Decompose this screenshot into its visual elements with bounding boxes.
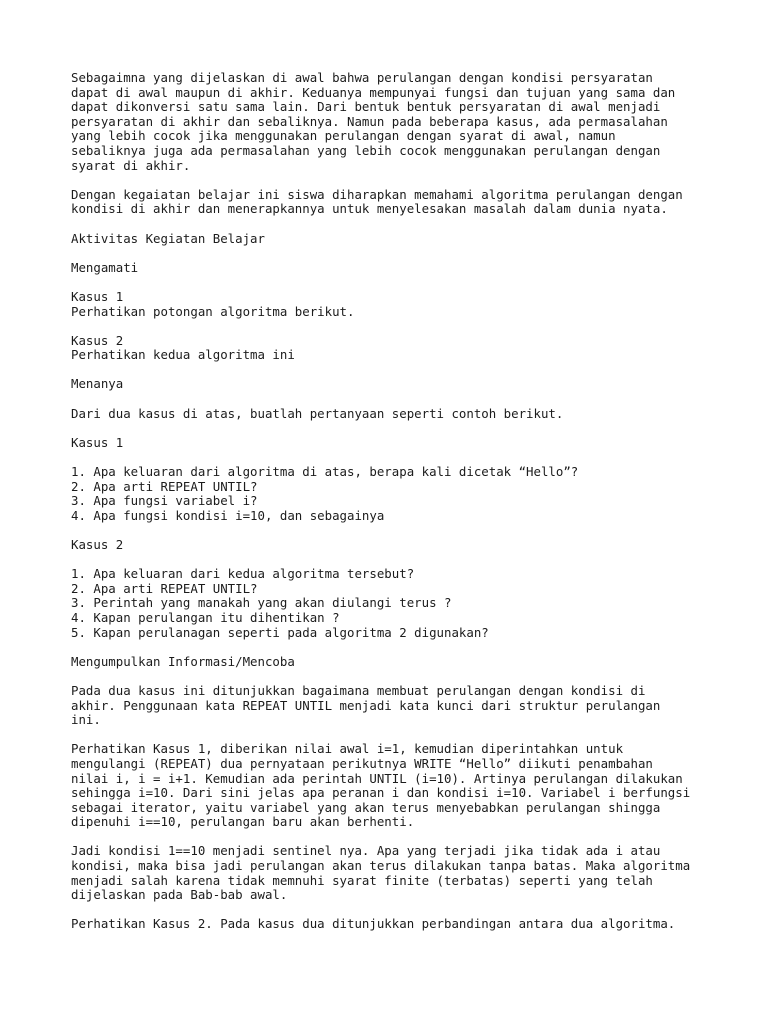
intro-paragraph: Sebagaimna yang dijelaskan di awal bahwa perulangan dengan kondisi persyaratan dapat di awal maupun di akhir. Keduanya mempunyai fungsi dan tujuan yang sama dan dapat dikonversi satu sama lain. Dari bentuk bentuk persyaratan di awal menjadi persyaratan di akhir dan sebaliknya. Namun pada beberapa kasus, ada permasalahan yang lebih cocok jika menggunakan perulangan dengan syarat di awal, namun sebaliknya juga ada permasalahan yang lebih cocok menggunakan perulangan dengan syarat di akhir. bbox=[71, 70, 676, 173]
kasus-2-block bbox=[71, 334, 711, 363]
info-paragraph: Jadi kondisi 1==10 menjadi sentinel nya. Apa yang terjadi jika tidak ada i atau kondisi, maka bisa jadi perulangan akan terus dilakukan tanpa batas. Maka algoritma menjadi salah karena tidak memnuhi syarat finite (terbatas) seperti yang telah dijelaskan pada Bab-bab awal. bbox=[71, 843, 691, 903]
info-paragraph: Perhatikan Kasus 1, diberikan nilai awal i=1, kemudian diperintahkan untuk mengulangi (REPEAT) dua pernyataan perikutnya WRITE “Hello” diikuti penambahan nilai i, i = i+1. Kemudian ada perintah UNTIL (i=10). Artinya perulangan dilakukan sehingga i=10. Dari sini jelas apa peranan i dan kondisi i=10. Variabel i berfungsi sebagai iterator, yaitu variabel yang akan terus menyebabkan perulangan shingga dipenuhi i==10, perulangan baru akan berhenti. bbox=[71, 741, 691, 830]
list-item: 2. Apa arti REPEAT UNTIL? bbox=[71, 478, 258, 494]
info-paragraph: Pada dua kasus ini ditunjukkan bagaimana membuat perulangan dengan kondisi di akhir. Penggunaan kata REPEAT UNTIL menjadi kata kunci dari struktur perulangan ini. bbox=[71, 682, 661, 728]
list-item: 1. Apa keluaran dari kedua algoritma tersebut? bbox=[71, 566, 415, 582]
menanya-text: Dari dua kasus di atas, buatlah pertanyaan seperti contoh berikut. bbox=[71, 405, 564, 421]
section-heading-aktivitas: Aktivitas Kegiatan Belajar bbox=[71, 230, 265, 246]
kasus-1-label: Kasus 1 bbox=[71, 288, 124, 304]
list-item: 5. Kapan perulanagan seperti pada algoritma 2 digunakan? bbox=[71, 624, 489, 640]
section-heading-menanya: Menanya bbox=[71, 376, 124, 392]
question-kasus-1-label: Kasus 1 bbox=[71, 434, 124, 450]
question-list-kasus-1 bbox=[71, 465, 711, 523]
section-heading-mengumpulkan: Mengumpulkan Informasi/Mencoba bbox=[71, 653, 295, 669]
info-paragraph: Perhatikan Kasus 2. Pada kasus dua ditunjukkan perbandingan antara dua algoritma. bbox=[71, 916, 676, 932]
document-page bbox=[71, 71, 711, 947]
kasus-1-block bbox=[71, 290, 711, 319]
section-heading-mengamati: Mengamati bbox=[71, 259, 139, 275]
kasus-2-label: Kasus 2 bbox=[71, 332, 124, 348]
kasus-1-text: Perhatikan potongan algoritma berikut. bbox=[71, 303, 355, 319]
intro-paragraph: Dengan kegaiatan belajar ini siswa diharapkan memahami algoritma perulangan dengan kondisi di akhir dan menerapkannya untuk menyelesakan masalah dalam dunia nyata. bbox=[71, 186, 683, 217]
list-item: 4. Kapan perulangan itu dihentikan ? bbox=[71, 609, 340, 625]
list-item: 1. Apa keluaran dari algoritma di atas, berapa kali dicetak “Hello”? bbox=[71, 464, 579, 480]
list-item: 2. Apa arti REPEAT UNTIL? bbox=[71, 580, 258, 596]
list-item: 3. Perintah yang manakah yang akan diulangi terus ? bbox=[71, 595, 452, 611]
question-kasus-2-label: Kasus 2 bbox=[71, 537, 124, 552]
kasus-2-text: Perhatikan kedua algoritma ini bbox=[71, 347, 295, 363]
list-item: 4. Apa fungsi kondisi i=10, dan sebagainya bbox=[71, 507, 385, 523]
question-list-kasus-2 bbox=[71, 567, 711, 640]
list-item: 3. Apa fungsi variabel i? bbox=[71, 493, 258, 509]
